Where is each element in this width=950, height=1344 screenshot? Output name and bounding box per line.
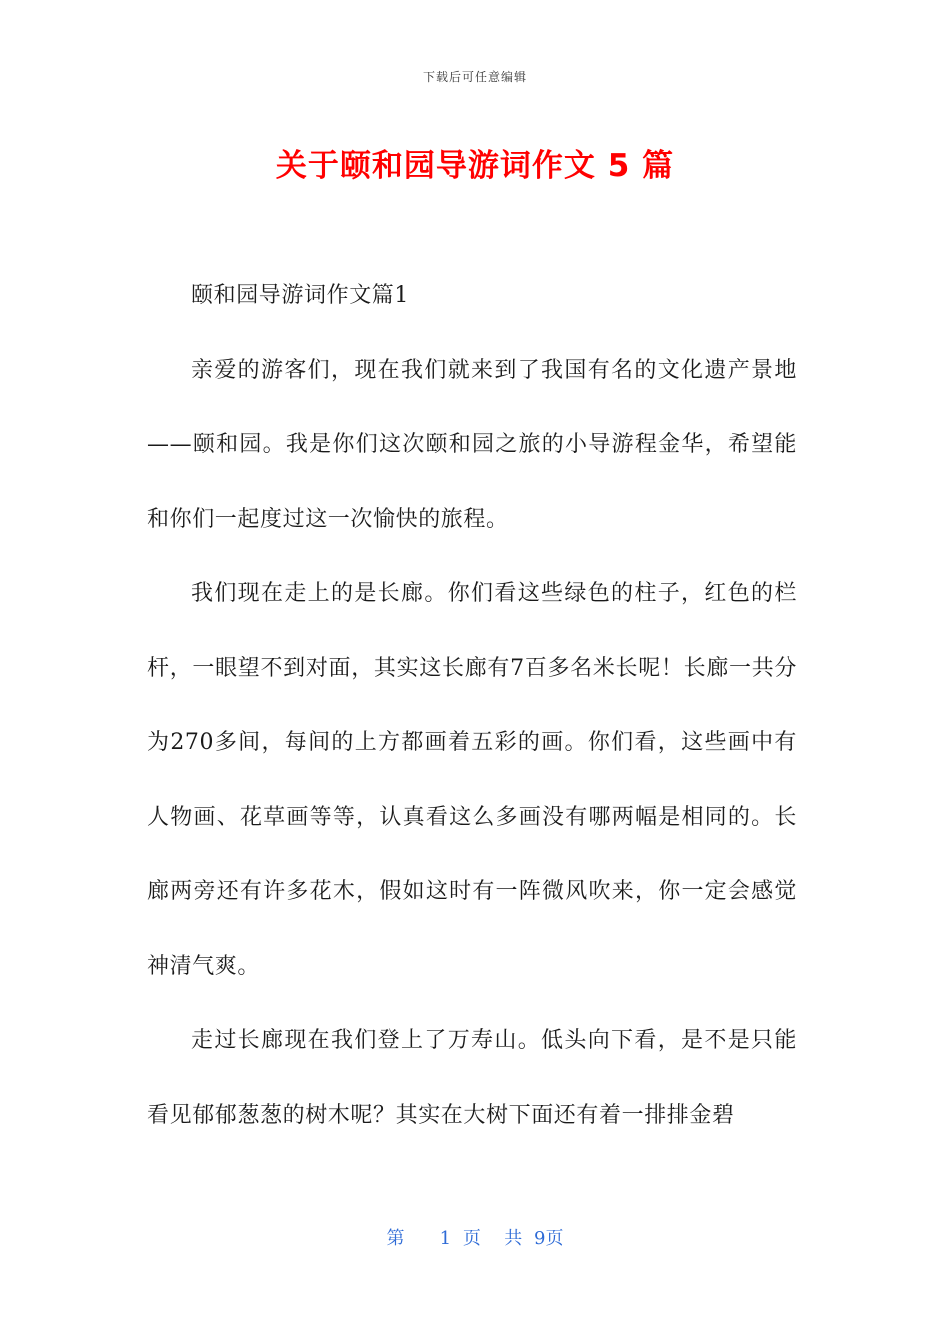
section-heading: 颐和园导游词作文篇1 <box>191 283 409 308</box>
page-number-label: 第 1 页 共 9页 <box>386 1228 564 1249</box>
paragraph: 亲爱的游客们，现在我们就来到了我国有名的文化遗产景地——颐和园。我是你们这次颐和园之旅的小导游程金华，希望能和你们一起度过这一次愉快的旅程。 <box>147 357 797 532</box>
page-number <box>0 1224 950 1250</box>
header-note: 下载后可任意编辑 <box>422 70 527 84</box>
document-body <box>147 259 797 1153</box>
paragraph: 我们现在走上的是长廊。你们看这些绿色的柱子，红色的栏杆，一眼望不到对面，其实这长廊有7百多名米长呢！长廊一共分为270多间，每间的上方都画着五彩的画。你们看，这些画中有人物画、花草画等等，认真看这么多画没有哪两幅是相同的。长廊两旁还有许多花木，假如这时有一阵微风吹来，你一定会感觉神清气爽。 <box>147 581 797 979</box>
document-title: 关于颐和园导游词作文 5 篇 <box>275 148 675 184</box>
paragraph: 走过长廊现在我们登上了万寿山。低头向下看，是不是只能看见郁郁葱葱的树木呢？其实在大树下面还有着一排排金碧 <box>147 1028 797 1128</box>
